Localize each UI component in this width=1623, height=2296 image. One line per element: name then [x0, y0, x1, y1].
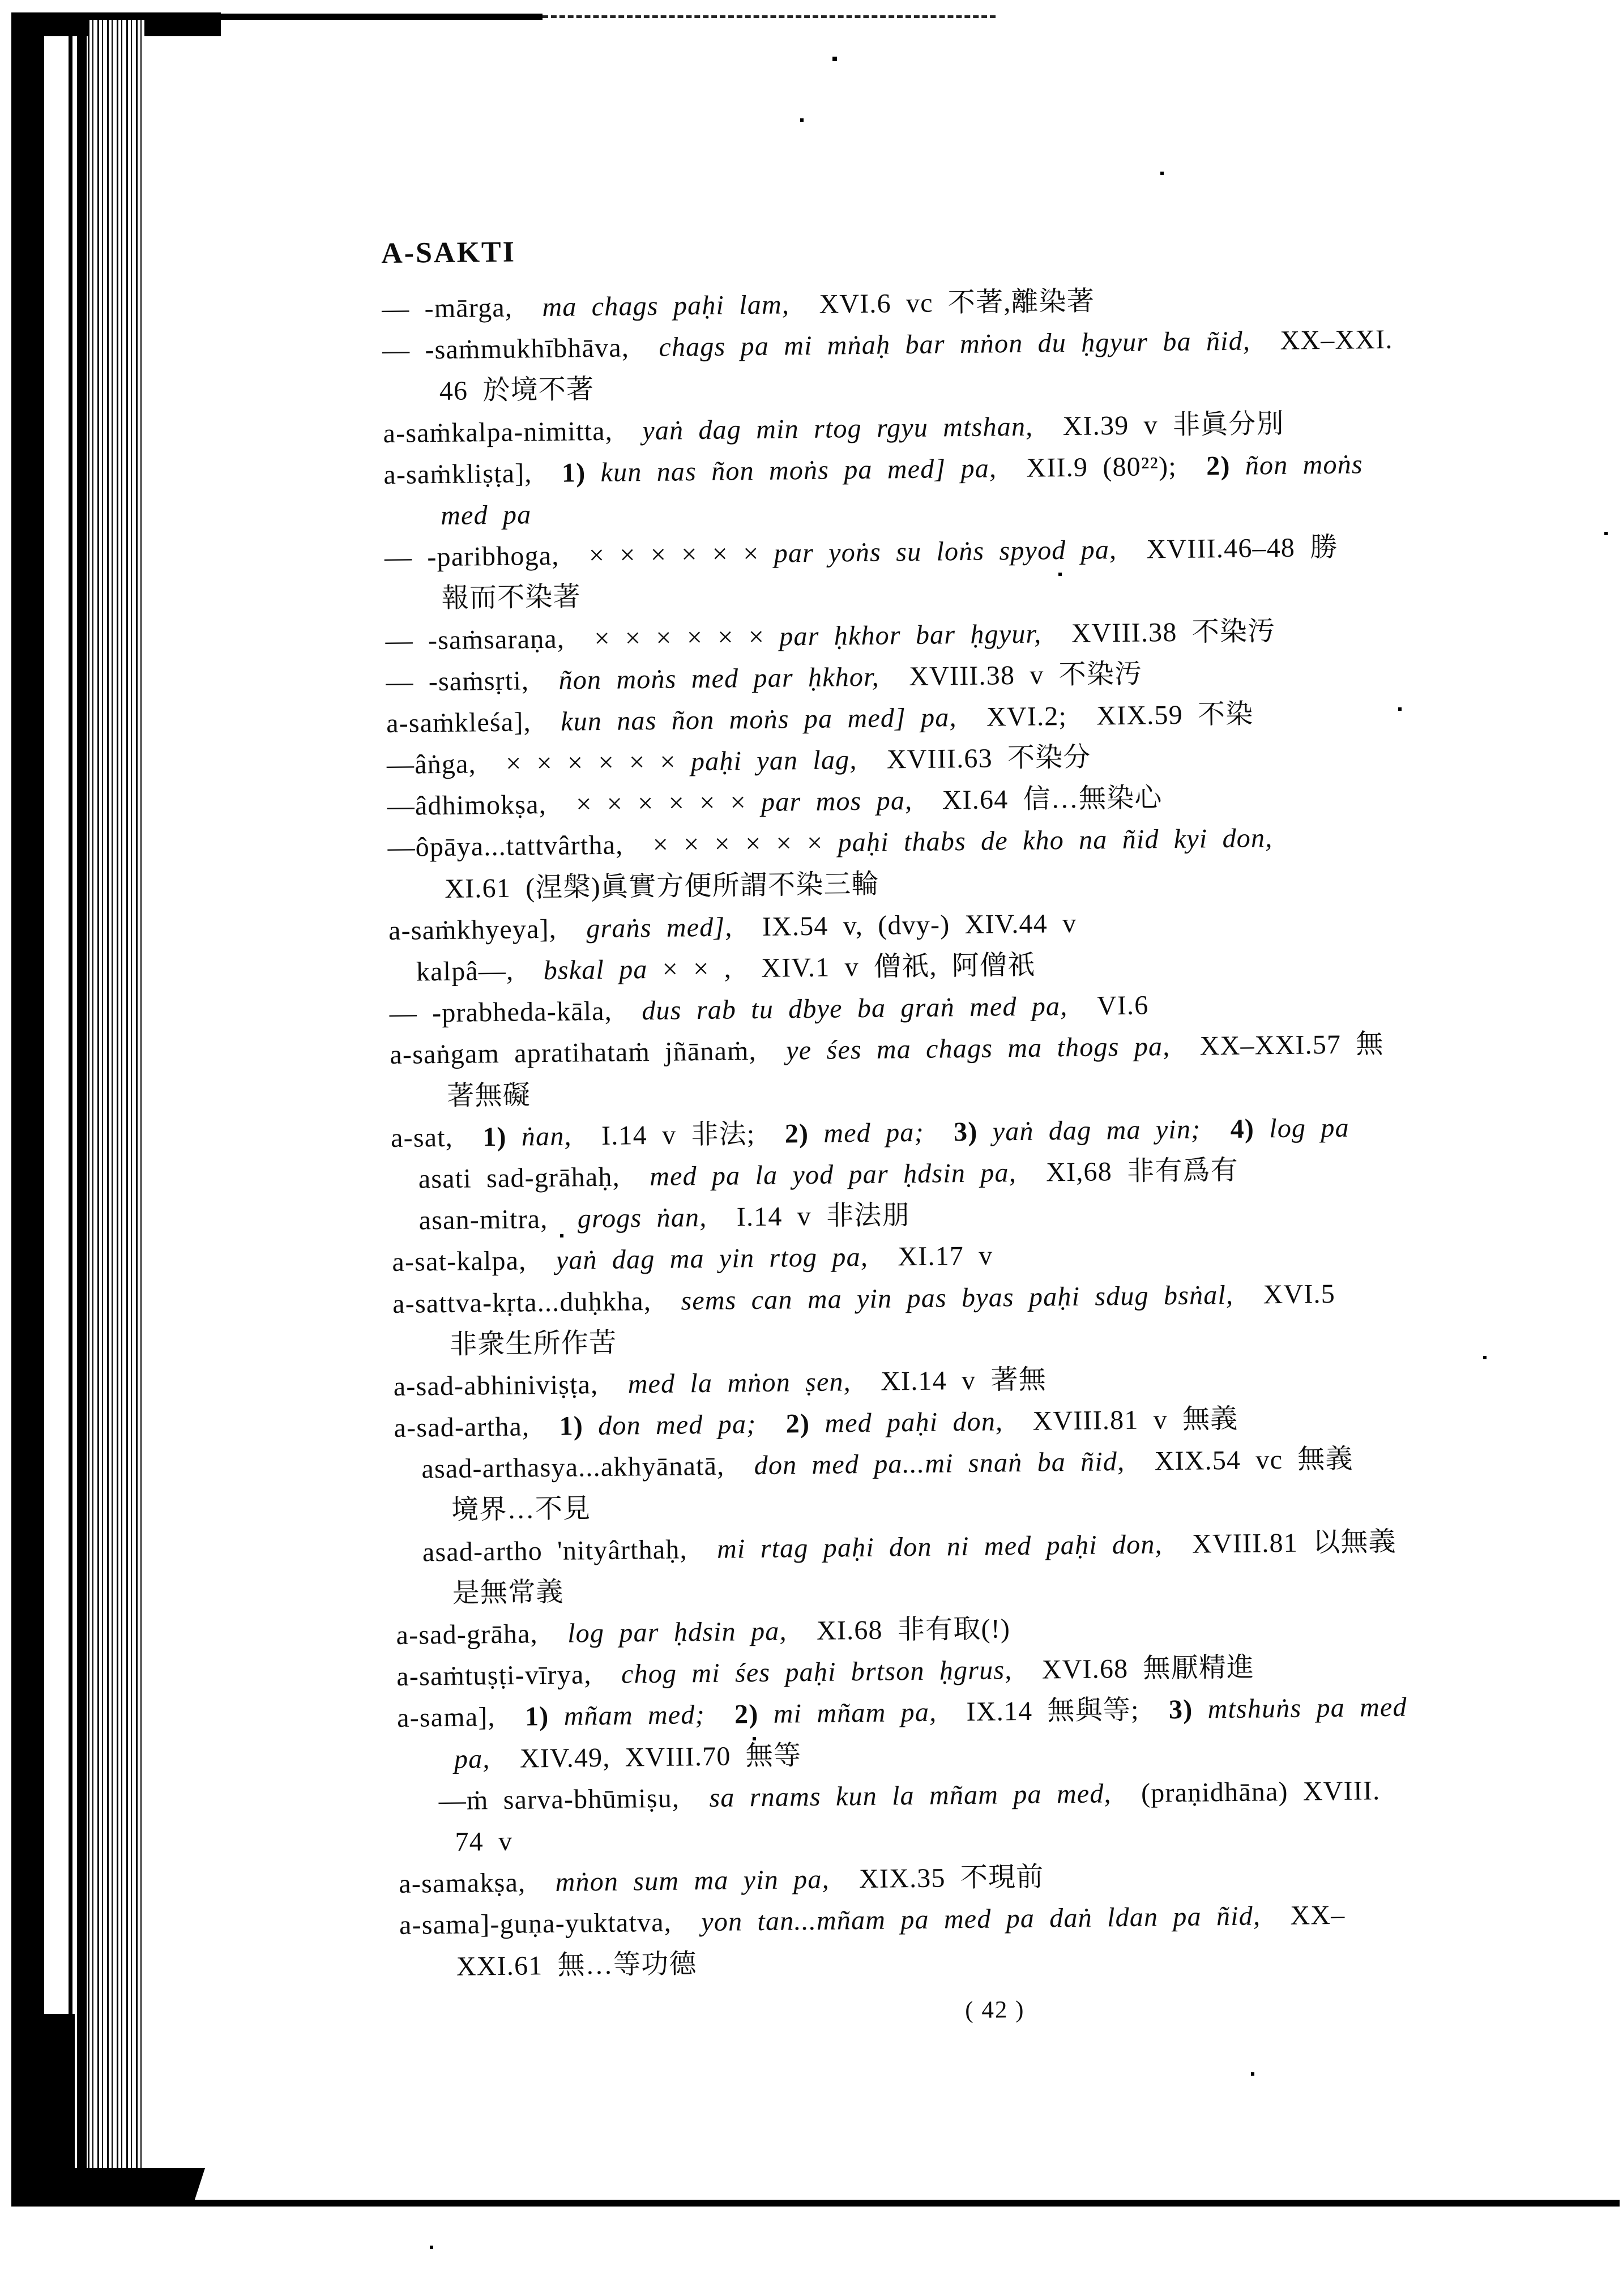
text-segment-roman: a-sad-grāha,	[396, 1618, 568, 1650]
text-segment-italic: sems can ma yin pas byas paḥi sdug bsṅal,	[681, 1279, 1234, 1316]
text-segment-italic: med la mṅon ṣen,	[627, 1367, 852, 1399]
text-segment-italic: med paḥi don,	[825, 1406, 1003, 1439]
text-segment-roman: 著無礙	[447, 1079, 531, 1111]
text-segment-roman: XII.9 (80²²);	[996, 451, 1207, 484]
text-segment-roman: a-sad-artha,	[394, 1411, 559, 1444]
scan-speckles	[0, 0, 2, 2]
text-segment-roman: XI.68 非有取(!)	[787, 1614, 1011, 1646]
text-segment-bold: 2)	[1206, 450, 1246, 481]
text-segment-roman: XVIII.38 不染汚	[1041, 616, 1276, 649]
text-segment-roman: XX–	[1260, 1900, 1346, 1931]
text-segment-roman: 46 於境不著	[439, 374, 595, 407]
text-segment-roman: 74 v	[455, 1826, 513, 1857]
text-segment-roman: —âṅga, × × × × × ×	[386, 746, 691, 780]
text-segment-roman: 報而不染著	[441, 582, 582, 614]
text-segment-italic: chog mi śes paḥi brtson ḥgrus,	[621, 1655, 1013, 1689]
text-segment-roman: a-sama],	[396, 1701, 526, 1734]
text-segment-roman: — -saṁmukhībhāva,	[382, 332, 659, 366]
text-segment-roman: a-sat-kalpa,	[392, 1245, 557, 1278]
text-segment-roman: IX.14 無與等;	[936, 1695, 1169, 1727]
text-segment-roman: XI.64 信…無染心	[912, 783, 1163, 816]
text-segment-roman: XX–XXI.	[1250, 324, 1393, 356]
text-segment-italic: pa,	[454, 1743, 490, 1774]
text-segment-bold: 2)	[704, 1699, 774, 1730]
text-segment-italic: ñon moṅs	[1245, 449, 1364, 481]
text-segment-roman: IX.54 v, (dvy-) XIV.44 v	[732, 908, 1077, 942]
text-segment-roman: a-sad-abhiniviṣṭa,	[393, 1369, 628, 1402]
text-segment-italic: ma chags paḥi lam,	[542, 289, 790, 323]
text-segment-italic: par mos pa,	[761, 786, 913, 818]
text-segment-bold: 1)	[482, 1121, 522, 1152]
page-edge-thick-line	[77, 15, 87, 2202]
text-segment-roman: a-saṅgam apratihataṁ jñānaṁ,	[390, 1035, 787, 1070]
page-content	[381, 224, 1612, 2030]
text-segment-italic: grogs ṅan,	[577, 1202, 707, 1234]
text-segment-roman: a-saṁkliṣṭa],	[383, 458, 562, 490]
text-segment-italic: med pa	[440, 500, 532, 531]
text-segment-italic: mñam med;	[563, 1700, 706, 1732]
text-segment-italic: mi rtag paḥi don ni med paḥi don,	[716, 1529, 1163, 1564]
text-segment-italic: par ḥkhor bar ḥgyur,	[779, 618, 1042, 652]
text-segment-italic: mtshuṅs pa med	[1207, 1692, 1407, 1725]
text-segment-italic: ṅan,	[521, 1121, 572, 1152]
page-number: ( 42 )	[964, 1996, 1025, 2024]
text-segment-italic: paḥi thabs de kho na ñid kyi don,	[838, 823, 1273, 858]
entry-lines	[382, 275, 1612, 1988]
text-segment-roman: — -paribhoga, × × × × × ×	[384, 538, 774, 573]
text-segment-bold: 3)	[1168, 1694, 1208, 1725]
text-segment-roman: —ôpāya...tattvârtha, × × × × × ×	[387, 827, 838, 863]
text-segment-roman: asad-arthasya...akhyānatā,	[421, 1450, 755, 1484]
text-segment-italic: log par ḥdsin pa,	[567, 1616, 787, 1649]
page-edge-stack	[88, 14, 144, 2201]
text-segment-roman: — -prabheda-kāla,	[389, 996, 642, 1029]
text-segment-roman: a-samakṣa,	[399, 1867, 556, 1900]
text-segment-italic: don med pa...mi snaṅ ba ñid,	[754, 1446, 1125, 1481]
text-segment-roman: VI.6	[1067, 990, 1149, 1022]
text-segment-roman: asad-artho 'nityârthaḥ,	[422, 1534, 717, 1568]
text-segment-italic: sa rnams kun la mñam pa med,	[709, 1778, 1112, 1813]
text-segment-italic: par yoṅs su loṅs spyod pa,	[774, 535, 1117, 569]
text-segment-roman: 非衆生所作苦	[449, 1328, 617, 1360]
text-segment-bold: 3)	[924, 1116, 993, 1147]
text-segment-italic: mi mñam pa,	[773, 1697, 937, 1730]
text-segment-roman: XI,68 非有爲有	[1016, 1155, 1239, 1188]
text-segment-roman: XVIII.38 v 不染汚	[879, 659, 1143, 692]
text-segment-roman: XVIII.63 不染分	[857, 742, 1091, 775]
text-segment-bold: 1)	[561, 457, 601, 488]
text-segment-roman: asan-mitra,	[418, 1204, 578, 1236]
page-top-edge-dashed	[543, 15, 996, 18]
text-segment-roman: XVI.5	[1233, 1278, 1336, 1310]
text-segment-italic: graṅs med],	[586, 912, 733, 944]
page-top-edge	[44, 14, 543, 20]
text-segment-italic: med pa;	[823, 1117, 925, 1149]
text-segment-roman: a-saṁtuṣṭi-vīrya,	[396, 1659, 622, 1692]
text-segment-roman: XX–XXI.57 無	[1170, 1029, 1384, 1062]
text-segment-italic: yon tan...mñam pa med pa daṅ ldan pa ñid,	[701, 1901, 1261, 1937]
text-segment-roman: XI.61 (涅槃)眞實方便所謂不染三輪	[445, 869, 880, 904]
text-segment-italic: don med pa;	[597, 1409, 757, 1441]
text-segment-roman: kalpâ—,	[416, 955, 544, 987]
text-segment-roman: XIX.35 不現前	[829, 1862, 1044, 1894]
text-segment-italic: kun nas ñon moṅs pa med] pa,	[560, 702, 958, 737]
text-segment-roman: XIX.54 vc 無義	[1124, 1444, 1353, 1477]
text-segment-roman: XVIII.81 v 無義	[1002, 1403, 1238, 1437]
text-segment-roman: XIV.49, XVIII.70 無等	[490, 1740, 802, 1774]
text-segment-bold: 1)	[559, 1411, 599, 1441]
text-segment-roman: — -saṁsaraṇa, × × × × × ×	[385, 621, 780, 656]
text-segment-bold: 1)	[524, 1701, 564, 1732]
text-segment-bold: 2)	[784, 1118, 824, 1149]
page-header-headword: A-SAKTI	[381, 236, 516, 270]
text-segment-bold: 2)	[756, 1408, 825, 1440]
text-segment-roman: a-saṁkleśa],	[386, 706, 561, 739]
text-segment-italic: kun nas ñon moṅs pa med] pa,	[600, 453, 997, 488]
text-segment-roman: XI.17 v	[868, 1240, 993, 1273]
text-segment-roman: a-sama]-guṇa-yuktatva,	[399, 1907, 702, 1941]
text-segment-roman: XVIII.81 以無義	[1162, 1526, 1397, 1559]
text-segment-italic: ye śes ma chags ma thogs pa,	[785, 1031, 1171, 1066]
text-segment-roman: 是無常義	[452, 1577, 564, 1608]
text-segment-roman: XVI.2; XIX.59 不染	[956, 699, 1254, 733]
text-segment-italic: yaṅ dag min rtog rgyu mtshan,	[642, 411, 1033, 446]
text-segment-roman: a-sattva-kṛta...duḥkha,	[392, 1285, 681, 1319]
text-segment-italic: chags pa mi mṅaḥ bar mṅon du ḥgyur ba ñid,	[659, 326, 1251, 362]
text-segment-roman: a-sat,	[390, 1121, 483, 1153]
text-segment-roman: XVI.6 vc 不著,離染著	[789, 286, 1095, 320]
text-segment-roman: × × , XIV.1 v 僧祇, 阿僧祇	[647, 950, 1036, 985]
text-segment-roman: XI.14 v 著無	[851, 1364, 1047, 1397]
text-segment-roman: 境界…不見	[451, 1493, 591, 1526]
text-segment-italic: ñon moṅs med par ḥkhor,	[558, 662, 880, 695]
text-segment-roman: — -mārga,	[381, 292, 543, 325]
page-edge-line	[69, 16, 72, 2202]
text-segment-roman: I.14 v 非法朋	[707, 1200, 911, 1233]
text-segment-italic: paḥi yan lag,	[690, 745, 857, 777]
text-segment-roman: I.14 v 非法;	[571, 1119, 785, 1151]
text-segment-roman: (praṇidhāna) XVIII.	[1111, 1775, 1381, 1809]
text-segment-roman: XI.39 v 非眞分別	[1033, 408, 1285, 442]
text-segment-roman: a-saṁkhyeya],	[388, 914, 587, 946]
text-segment-bold: 4)	[1200, 1113, 1270, 1145]
text-segment-italic: yaṅ dag ma yin rtog pa,	[556, 1242, 869, 1276]
book-spine-shadow	[11, 12, 44, 2203]
text-segment-italic: log pa	[1268, 1112, 1350, 1143]
page-bottom-edge	[11, 2200, 1620, 2207]
text-segment-roman: —âdhimokṣa, × × × × × ×	[387, 787, 762, 822]
text-segment-roman: XVIII.46–48 勝	[1116, 532, 1338, 565]
text-segment-roman: asati sad-grāhaḥ,	[418, 1161, 650, 1194]
text-segment-roman: a-saṁkalpa-nimitta,	[383, 415, 643, 449]
text-segment-italic: mṅon sum ma yin pa,	[555, 1864, 830, 1898]
text-segment-roman: XVI.68 無厭精進	[1012, 1652, 1255, 1685]
text-segment-roman: —ṁ sarva-bhūmiṣu,	[438, 1782, 710, 1816]
text-segment-italic: yaṅ dag ma yin;	[992, 1114, 1201, 1147]
text-segment-italic: bskal pa	[543, 954, 648, 986]
text-segment-roman: — -saṁsṛti,	[386, 665, 559, 697]
text-segment-roman: XXI.61 無…等功德	[456, 1948, 697, 1982]
text-segment-italic: dus rab tu dbye ba graṅ med pa,	[642, 991, 1068, 1026]
text-segment-italic: med pa la yod par ḥdsin pa,	[649, 1157, 1017, 1192]
